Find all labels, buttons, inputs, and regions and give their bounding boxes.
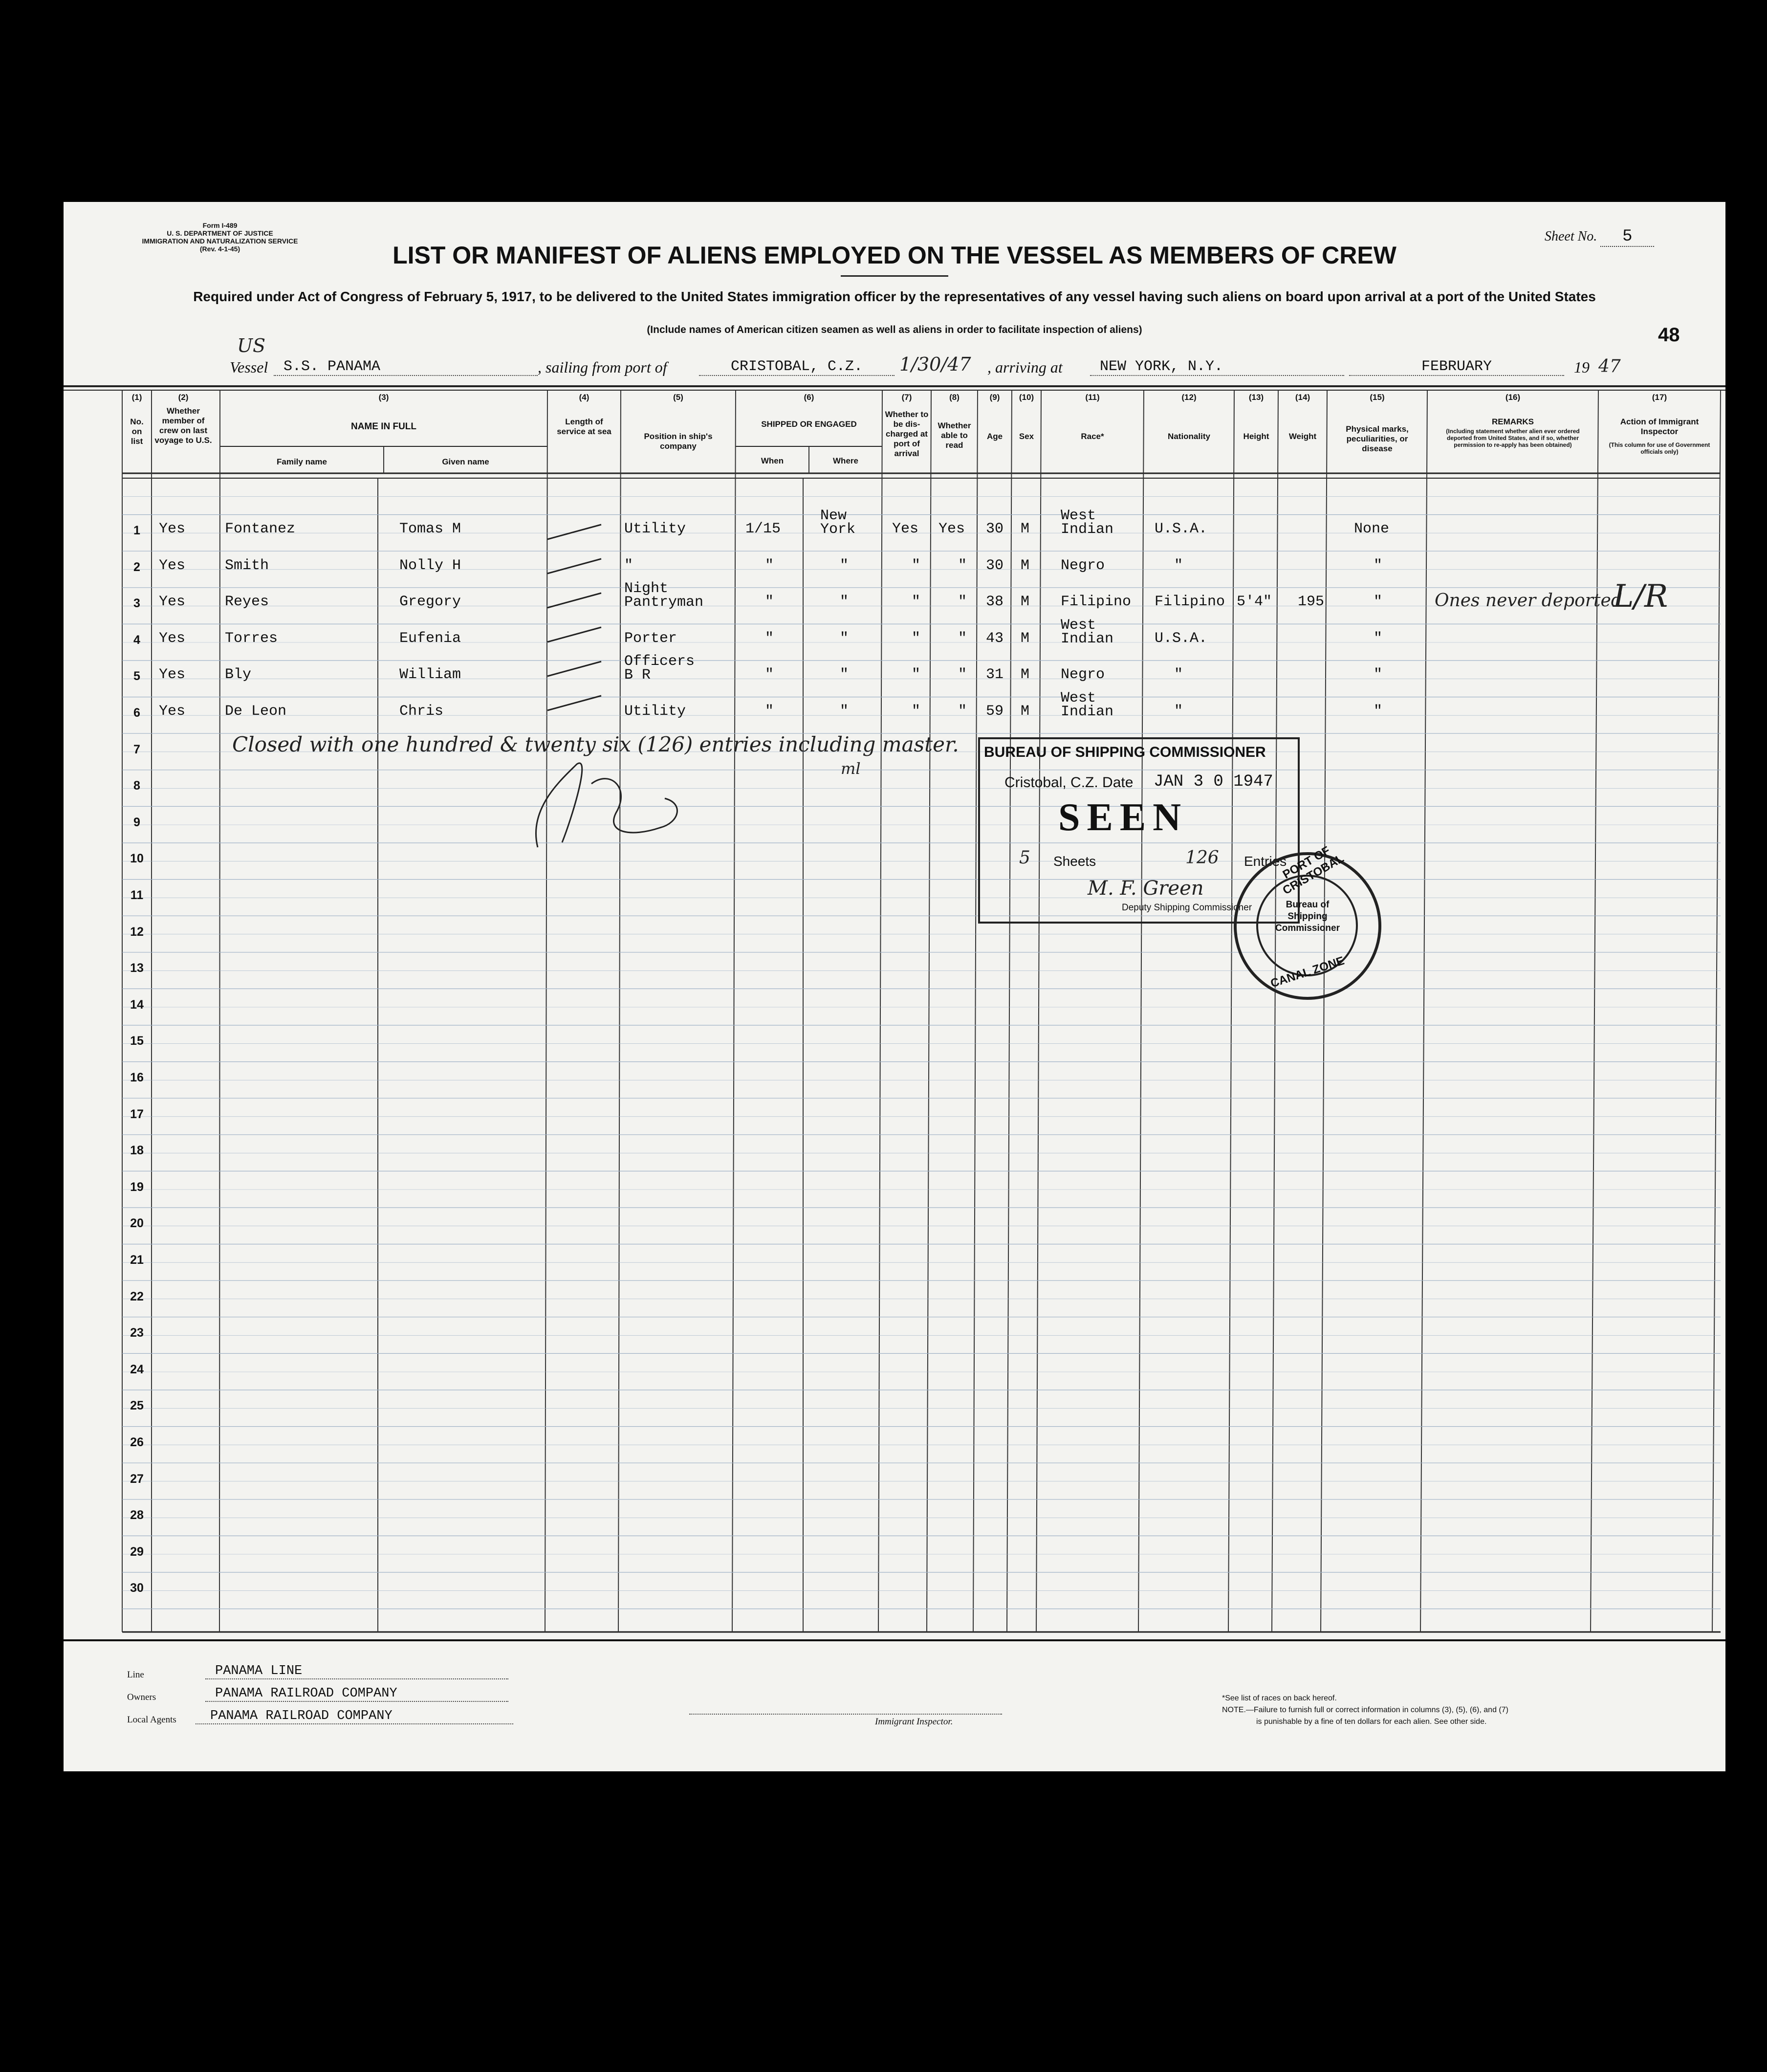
cell-family-name: Reyes <box>225 594 269 611</box>
sheet-value: 5 <box>1600 227 1654 247</box>
header-crew-last-voyage: Whether member of crew on last voyage to U.S. <box>154 406 212 445</box>
row-number: 8 <box>133 779 140 793</box>
footer-line-value: PANAMA LINE <box>205 1664 508 1679</box>
header-age: Age <box>986 432 1003 441</box>
row-number: 2 <box>133 560 140 574</box>
cell-age: 59 <box>986 703 1004 720</box>
folio-number: 48 <box>1658 324 1680 346</box>
cell-shipped-when: " <box>765 594 774 611</box>
cell-family-name: Torres <box>225 630 278 647</box>
seal-center-text: Bureau of Shipping Commissioner <box>1275 900 1340 933</box>
cell-nationality: U.S.A. <box>1155 630 1208 647</box>
cell-position: Utility <box>624 703 686 720</box>
row-number: 30 <box>130 1581 144 1595</box>
cell-to-be-discharged: " <box>912 630 921 647</box>
cell-physical-marks: " <box>1374 630 1383 647</box>
row-number: 14 <box>130 997 144 1012</box>
form-number: Form I-489 <box>202 221 238 229</box>
cell-shipped-where: " <box>840 630 849 647</box>
footer-owners-label: Owners <box>127 1692 156 1702</box>
sailing-date: 1/30/47 <box>899 353 971 375</box>
form-revision: (Rev. 4-1-45) <box>199 245 240 253</box>
column-number: (1) <box>131 393 142 402</box>
cell-given-name: Tomas M <box>399 521 461 537</box>
cell-able-to-read: " <box>958 594 967 611</box>
cell-sex: M <box>1021 666 1030 683</box>
vessel-annotation: US <box>237 335 266 356</box>
header-physical-marks: Physical marks, peculiarities, or disease <box>1346 424 1409 453</box>
cell-age: 30 <box>986 521 1004 537</box>
column-number: (16) <box>1505 393 1521 402</box>
cell-to-be-discharged: " <box>912 703 921 720</box>
cell-position: Porter <box>624 630 677 647</box>
cell-given-name: Gregory <box>399 594 461 611</box>
stamp-seen: SEEN <box>1058 796 1188 839</box>
page-note-line: (Include names of American citizen seamen as well as aliens in order to facilitate inspection of aliens) <box>647 324 1142 335</box>
cell-position: Night Pantryman <box>624 580 704 611</box>
master-signature <box>518 749 704 867</box>
column-number: (17) <box>1652 393 1667 402</box>
cell-given-name: Eufenia <box>399 630 461 647</box>
cell-position: " <box>624 557 633 574</box>
row-number: 23 <box>130 1326 144 1340</box>
row-number: 27 <box>130 1472 144 1486</box>
row-number: 5 <box>133 669 140 683</box>
cell-race: Negro <box>1061 557 1105 574</box>
footer-note-penalty: NOTE.—Failure to furnish full or correct information in columns (3), (5), (6), and (7) <box>1222 1706 1508 1714</box>
closing-initials: ml <box>841 759 861 778</box>
stamp-entries-count: 126 <box>1185 848 1219 868</box>
cell-family-name: Bly <box>225 666 252 683</box>
footer-agents-label: Local Agents <box>127 1715 176 1725</box>
row-number: 7 <box>133 742 140 756</box>
vessel-label: Vessel <box>230 358 268 376</box>
cell-shipped-where: " <box>840 666 849 683</box>
header-shipped-or-engaged: SHIPPED OR ENGAGED <box>761 419 857 429</box>
row-number: 17 <box>130 1107 144 1121</box>
header-where: Where <box>833 456 858 465</box>
cell-crew-on-last-voyage: Yes <box>159 666 186 683</box>
column-number: (8) <box>949 393 960 402</box>
inspector-action-row-3: L/R <box>1613 578 1668 615</box>
row-number: 28 <box>130 1508 144 1522</box>
header-remarks-note: (Including statement whether alien ever ordered deported from United States, and if so, whether permission to re-apply has been obtained) <box>1446 428 1580 448</box>
cell-height: 5'4" <box>1237 594 1272 611</box>
cell-nationality: " <box>1174 557 1183 574</box>
stamp-title: Deputy Shipping Commissioner <box>1122 903 1252 913</box>
cell-age: 31 <box>986 666 1004 683</box>
cell-able-to-read: " <box>958 666 967 683</box>
year-prefix: 19 <box>1574 358 1590 376</box>
cell-nationality: U.S.A. <box>1155 521 1208 537</box>
header-able-to-read: Whether able to read <box>938 421 971 450</box>
form-department: U. S. DEPARTMENT OF JUSTICE <box>167 229 273 237</box>
cell-to-be-discharged: " <box>912 594 921 611</box>
arrival-month: FEBRUARY <box>1349 358 1564 376</box>
column-number: (10) <box>1019 393 1034 402</box>
sheet-label: Sheet No. <box>1545 229 1597 244</box>
sailing-port: CRISTOBAL, C.Z. <box>699 358 894 376</box>
header-position: Position in ship's company <box>644 432 713 451</box>
header-discharged: Whether to be dis-charged at port of arrival <box>885 410 929 458</box>
cell-nationality: " <box>1174 666 1183 683</box>
cell-nationality: Filipino <box>1155 594 1225 611</box>
header-given-name: Given name <box>442 457 489 466</box>
column-number: (15) <box>1370 393 1385 402</box>
row-number: 4 <box>133 633 140 647</box>
stamp-date: JAN 3 0 1947 <box>1154 772 1273 791</box>
footer-divider <box>64 1639 1725 1641</box>
cell-able-to-read: " <box>958 630 967 647</box>
header-weight: Weight <box>1288 432 1317 441</box>
header-remarks: REMARKS <box>1492 417 1534 426</box>
column-number: (3) <box>378 393 389 402</box>
seal-bottom-text: CANAL ZONE <box>1269 954 1346 991</box>
row-number: 24 <box>130 1362 144 1376</box>
row-number: 6 <box>133 706 140 720</box>
cell-sex: M <box>1021 703 1030 720</box>
cell-shipped-when: " <box>765 703 774 720</box>
form-service: IMMIGRATION AND NATURALIZATION SERVICE <box>142 237 298 245</box>
port-of-cristobal-seal <box>1234 844 1381 1000</box>
column-number: (9) <box>989 393 1000 402</box>
row-number: 19 <box>130 1180 144 1194</box>
header-no-on-list: No. on list <box>130 417 144 446</box>
header-family-name: Family name <box>277 457 327 466</box>
header-action-inspector: Action of Immigrant Inspector <box>1620 417 1699 436</box>
footer-agents-value: PANAMA RAILROAD COMPANY <box>196 1709 513 1724</box>
vessel-name: S.S. PANAMA <box>274 358 538 376</box>
header-sex: Sex <box>1019 432 1034 441</box>
manifest-sheet <box>64 202 1725 1771</box>
cell-to-be-discharged: " <box>912 557 921 574</box>
row-number: 29 <box>130 1544 144 1559</box>
footer-note-races: *See list of races on back hereof. <box>1222 1694 1337 1702</box>
sailing-label: , sailing from port of <box>538 358 667 376</box>
cell-physical-marks: " <box>1374 557 1383 574</box>
row-number: 3 <box>133 596 140 611</box>
stamp-place: Cristobal, C.Z. Date <box>1004 774 1134 791</box>
cell-able-to-read: " <box>958 703 967 720</box>
cell-shipped-where: New York <box>820 507 856 538</box>
row-number: 15 <box>130 1034 144 1048</box>
cell-shipped-when: " <box>765 557 774 574</box>
cell-crew-on-last-voyage: Yes <box>159 703 186 720</box>
row-number: 12 <box>130 925 144 939</box>
arrival-port: NEW YORK, N.Y. <box>1090 358 1344 376</box>
cell-race: West Indian <box>1061 507 1114 538</box>
row-number: 25 <box>130 1399 144 1413</box>
cell-given-name: Chris <box>399 703 444 720</box>
column-number: (13) <box>1248 393 1264 402</box>
row-number: 1 <box>133 524 140 537</box>
cell-to-be-discharged: Yes <box>892 521 919 537</box>
cell-to-be-discharged: " <box>912 666 921 683</box>
cell-race: Filipino <box>1061 594 1132 611</box>
cell-sex: M <box>1021 630 1030 647</box>
footer-line-label: Line <box>127 1670 144 1680</box>
row-number: 20 <box>130 1216 144 1231</box>
row-number: 13 <box>130 961 144 975</box>
cell-given-name: Nolly H <box>399 557 461 574</box>
cell-family-name: De Leon <box>225 703 287 720</box>
cell-physical-marks: None <box>1354 521 1390 537</box>
remark-row-3: Ones never deported <box>1435 591 1622 611</box>
cell-crew-on-last-voyage: Yes <box>159 594 186 611</box>
cell-shipped-where: " <box>840 594 849 611</box>
row-number: 10 <box>130 852 144 866</box>
row-number: 16 <box>130 1071 144 1084</box>
header-race: Race* <box>1081 432 1104 441</box>
cell-age: 30 <box>986 557 1004 574</box>
cell-physical-marks: " <box>1374 666 1383 683</box>
cell-crew-on-last-voyage: Yes <box>159 630 186 647</box>
stamp-sheets-label: Sheets <box>1053 854 1096 869</box>
arrival-year: 47 <box>1598 356 1621 376</box>
row-number: 21 <box>130 1253 144 1267</box>
stamp-sheets-count: 5 <box>1019 848 1030 868</box>
cell-age: 38 <box>986 594 1004 611</box>
page-subtitle: Required under Act of Congress of February 5, 1917, to be delivered to the United States immigration officer by the representatives of any vessel having such aliens on board upon arrival at a port of the United States <box>193 289 1596 304</box>
cell-physical-marks: " <box>1374 703 1383 720</box>
footer-owners-value: PANAMA RAILROAD COMPANY <box>205 1686 508 1702</box>
column-number: (7) <box>901 393 912 402</box>
cell-shipped-where: " <box>840 557 849 574</box>
cell-age: 43 <box>986 630 1004 647</box>
cell-race: West Indian <box>1061 690 1114 720</box>
cell-crew-on-last-voyage: Yes <box>159 557 186 574</box>
seal-top-text: PORT OF CRISTOBAL <box>1280 844 1346 898</box>
cell-able-to-read: " <box>958 557 967 574</box>
cell-sex: M <box>1021 521 1030 537</box>
row-number: 11 <box>130 888 144 902</box>
cell-race: Negro <box>1061 666 1105 683</box>
footer-note-penalty-cont: is punishable by a fine of ten dollars for each alien. See other side. <box>1256 1718 1487 1726</box>
header-height: Height <box>1243 432 1269 441</box>
row-number: 26 <box>130 1435 144 1449</box>
cell-nationality: " <box>1174 703 1183 720</box>
cell-shipped-when: 1/15 <box>745 521 781 537</box>
cell-weight: 195 <box>1298 594 1325 611</box>
arriving-label: , arriving at <box>987 358 1063 376</box>
cell-family-name: Fontanez <box>225 521 296 537</box>
cell-given-name: William <box>399 666 461 683</box>
inspector-signature-line <box>689 1714 1002 1715</box>
cell-position: Utility <box>624 521 686 537</box>
row-number: 18 <box>130 1144 144 1158</box>
row-number: 9 <box>133 815 140 829</box>
column-number: (4) <box>579 393 589 402</box>
column-number: (6) <box>804 393 814 402</box>
cell-position: Officers B R <box>624 653 695 684</box>
row-number: 22 <box>130 1289 144 1303</box>
column-number: (12) <box>1181 393 1197 402</box>
header-nationality: Nationality <box>1168 432 1210 441</box>
closing-statement: Closed with one hundred & twenty six (126) entries including master. <box>232 732 959 756</box>
page-title: LIST OR MANIFEST OF ALIENS EMPLOYED ON THE VESSEL AS MEMBERS OF CREW <box>393 242 1396 269</box>
cell-sex: M <box>1021 594 1030 611</box>
column-number: (14) <box>1295 393 1310 402</box>
column-number: (5) <box>673 393 683 402</box>
cell-physical-marks: " <box>1374 594 1383 611</box>
column-number: (2) <box>178 393 189 402</box>
cell-shipped-where: " <box>840 703 849 720</box>
stamp-entries-label: Entries <box>1244 854 1287 869</box>
header-name-in-full: NAME IN FULL <box>350 421 417 432</box>
cell-able-to-read: Yes <box>938 521 965 537</box>
cell-shipped-when: " <box>765 666 774 683</box>
cell-race: West Indian <box>1061 617 1114 647</box>
cell-shipped-when: " <box>765 630 774 647</box>
header-when: When <box>761 456 784 465</box>
cell-sex: M <box>1021 557 1030 574</box>
length-of-service-strokes <box>528 505 645 720</box>
cell-crew-on-last-voyage: Yes <box>159 521 186 537</box>
cell-family-name: Smith <box>225 557 269 574</box>
column-number: (11) <box>1085 393 1100 402</box>
stamp-bureau: BUREAU OF SHIPPING COMMISSIONER <box>984 744 1266 760</box>
stamp-signature: M. F. Green <box>1088 877 1204 900</box>
header-length-of-service: Length of service at sea <box>557 417 611 436</box>
footer-inspector-label: Immigrant Inspector. <box>875 1717 953 1727</box>
header-action-note: (This column for use of Government officials only) <box>1609 441 1710 455</box>
